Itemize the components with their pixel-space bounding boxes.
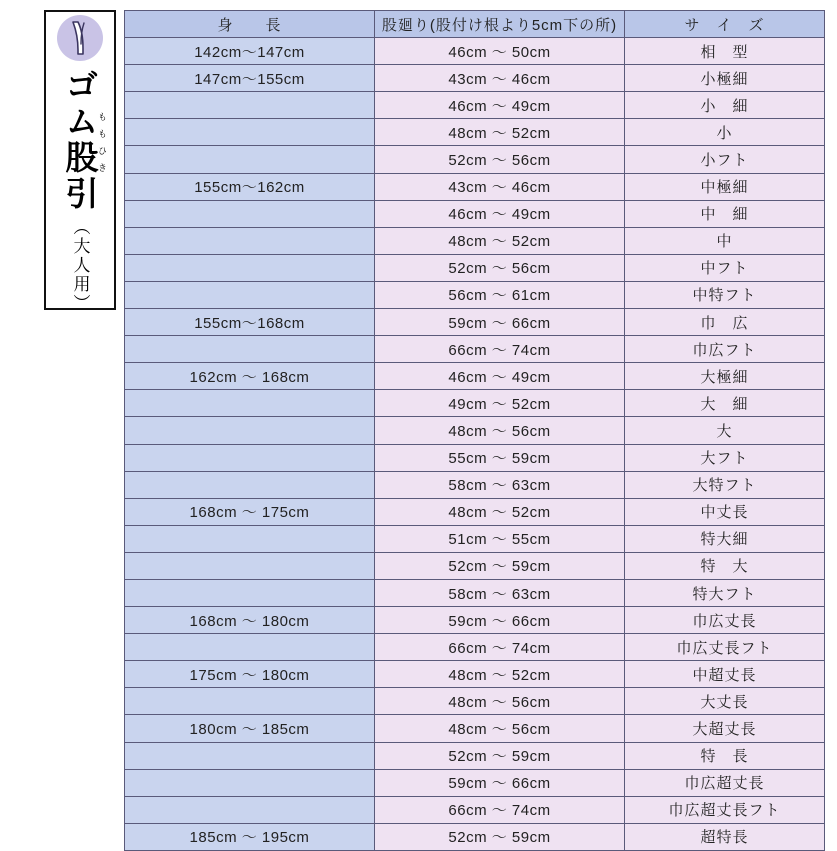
- cell-size: 中超丈長: [625, 661, 825, 688]
- cell-height: [125, 525, 375, 552]
- table-row: [125, 227, 825, 254]
- cell-height: [125, 634, 375, 661]
- cell-size: 巾広フト: [625, 336, 825, 363]
- table-row: [125, 119, 825, 146]
- cell-waist: 43cm ～ 46cm: [375, 173, 625, 200]
- table-row: [125, 417, 825, 444]
- cell-size: 特大フト: [625, 579, 825, 606]
- cell-height: 142cm〜147cm: [125, 38, 375, 65]
- product-title-sub: （大人用）: [70, 217, 90, 313]
- cell-waist: 59cm ～ 66cm: [375, 309, 625, 336]
- cell-height: [125, 227, 375, 254]
- cell-waist: 66cm ～ 74cm: [375, 634, 625, 661]
- cell-height: [125, 742, 375, 769]
- cell-waist: 46cm ～ 50cm: [375, 38, 625, 65]
- cell-size: 大: [625, 417, 825, 444]
- table-row: [125, 200, 825, 227]
- cell-size: 中丈長: [625, 498, 825, 525]
- table-row: [125, 336, 825, 363]
- cell-height: [125, 390, 375, 417]
- cell-waist: 52cm ～ 59cm: [375, 742, 625, 769]
- cell-height: [125, 471, 375, 498]
- cell-height: 185cm ～ 195cm: [125, 823, 375, 850]
- cell-waist: 52cm ～ 56cm: [375, 254, 625, 281]
- cell-waist: 48cm ～ 56cm: [375, 417, 625, 444]
- cell-size: 中 細: [625, 200, 825, 227]
- cell-height: [125, 92, 375, 119]
- table-row: [125, 796, 825, 823]
- table-row: [125, 498, 825, 525]
- cell-size: 小極細: [625, 65, 825, 92]
- cell-size: 相 型: [625, 38, 825, 65]
- cell-size: 特大細: [625, 525, 825, 552]
- cell-size: 中フト: [625, 254, 825, 281]
- cell-waist: 66cm ～ 74cm: [375, 336, 625, 363]
- cell-height: [125, 552, 375, 579]
- table-row: [125, 309, 825, 336]
- cell-waist: 48cm ～ 52cm: [375, 227, 625, 254]
- cell-height: [125, 336, 375, 363]
- table-row: [125, 65, 825, 92]
- table-row: [125, 769, 825, 796]
- table-row: [125, 742, 825, 769]
- table-row: [125, 38, 825, 65]
- cell-height: 168cm ～ 180cm: [125, 607, 375, 634]
- cell-waist: 48cm ～ 52cm: [375, 119, 625, 146]
- cell-size: 巾 広: [625, 309, 825, 336]
- table-row: [125, 634, 825, 661]
- cell-waist: 58cm ～ 63cm: [375, 579, 625, 606]
- cell-size: 巾広超丈長フト: [625, 796, 825, 823]
- table-row: [125, 607, 825, 634]
- column-header-waist: 股廻り(股付け根より5cm下の所): [375, 11, 625, 38]
- cell-waist: 46cm ～ 49cm: [375, 363, 625, 390]
- size-table: [124, 10, 825, 851]
- table-row: [125, 688, 825, 715]
- cell-height: [125, 254, 375, 281]
- cell-height: [125, 444, 375, 471]
- brush-stroke-icon: [57, 15, 103, 61]
- table-row: [125, 579, 825, 606]
- table-row: [125, 471, 825, 498]
- cell-size: 巾広丈長: [625, 607, 825, 634]
- cell-height: [125, 769, 375, 796]
- cell-height: 162cm ～ 168cm: [125, 363, 375, 390]
- cell-height: [125, 200, 375, 227]
- cell-size: 大丈長: [625, 688, 825, 715]
- cell-size: 中: [625, 227, 825, 254]
- cell-waist: 59cm ～ 66cm: [375, 769, 625, 796]
- cell-height: 175cm ～ 180cm: [125, 661, 375, 688]
- cell-height: [125, 417, 375, 444]
- cell-height: [125, 796, 375, 823]
- cell-size: 大 細: [625, 390, 825, 417]
- size-table-wrap: [124, 10, 824, 851]
- cell-size: 大フト: [625, 444, 825, 471]
- cell-size: 小フト: [625, 146, 825, 173]
- cell-waist: 58cm ～ 63cm: [375, 471, 625, 498]
- cell-waist: 59cm ～ 66cm: [375, 607, 625, 634]
- cell-waist: 48cm ～ 56cm: [375, 715, 625, 742]
- table-row: [125, 146, 825, 173]
- cell-height: [125, 281, 375, 308]
- cell-height: 168cm ～ 175cm: [125, 498, 375, 525]
- cell-height: [125, 579, 375, 606]
- cell-size: 大特フト: [625, 471, 825, 498]
- cell-size: 中特フト: [625, 281, 825, 308]
- table-row: [125, 715, 825, 742]
- cell-size: 小 細: [625, 92, 825, 119]
- table-row: [125, 444, 825, 471]
- cell-waist: 52cm ～ 59cm: [375, 552, 625, 579]
- cell-waist: 56cm ～ 61cm: [375, 281, 625, 308]
- cell-size: 小: [625, 119, 825, 146]
- table-header-row: [125, 11, 825, 38]
- cell-height: [125, 146, 375, 173]
- table-row: [125, 552, 825, 579]
- cell-height: 155cm〜168cm: [125, 309, 375, 336]
- product-title-ruby: ももひき: [97, 112, 107, 180]
- table-row: [125, 92, 825, 119]
- table-row: [125, 254, 825, 281]
- cell-size: 中極細: [625, 173, 825, 200]
- cell-waist: 46cm ～ 49cm: [375, 92, 625, 119]
- column-header-height: 身 長: [125, 11, 375, 38]
- cell-waist: 43cm ～ 46cm: [375, 65, 625, 92]
- cell-waist: 49cm ～ 52cm: [375, 390, 625, 417]
- cell-waist: 46cm ～ 49cm: [375, 200, 625, 227]
- column-header-size: サ イ ズ: [625, 11, 825, 38]
- table-row: [125, 661, 825, 688]
- table-row: [125, 390, 825, 417]
- cell-height: [125, 688, 375, 715]
- cell-height: [125, 119, 375, 146]
- cell-size: 特 大: [625, 552, 825, 579]
- cell-size: 巾広超丈長: [625, 769, 825, 796]
- cell-waist: 52cm ～ 59cm: [375, 823, 625, 850]
- cell-waist: 48cm ～ 52cm: [375, 498, 625, 525]
- cell-size: 特 長: [625, 742, 825, 769]
- product-title-main: ゴム股引: [61, 68, 99, 212]
- size-table-body: [125, 38, 825, 851]
- cell-size: 超特長: [625, 823, 825, 850]
- cell-size: 巾広丈長フト: [625, 634, 825, 661]
- table-row: [125, 173, 825, 200]
- table-row: [125, 281, 825, 308]
- cell-size: 大極細: [625, 363, 825, 390]
- cell-height: 147cm〜155cm: [125, 65, 375, 92]
- table-row: [125, 525, 825, 552]
- table-row: [125, 363, 825, 390]
- product-title-vertical: [44, 66, 116, 313]
- cell-waist: 51cm ～ 55cm: [375, 525, 625, 552]
- cell-waist: 48cm ～ 56cm: [375, 688, 625, 715]
- cell-waist: 52cm ～ 56cm: [375, 146, 625, 173]
- cell-waist: 55cm ～ 59cm: [375, 444, 625, 471]
- cell-height: 155cm〜162cm: [125, 173, 375, 200]
- cell-height: 180cm ～ 185cm: [125, 715, 375, 742]
- cell-size: 大超丈長: [625, 715, 825, 742]
- cell-waist: 66cm ～ 74cm: [375, 796, 625, 823]
- cell-waist: 48cm ～ 52cm: [375, 661, 625, 688]
- logo-area: [44, 10, 116, 66]
